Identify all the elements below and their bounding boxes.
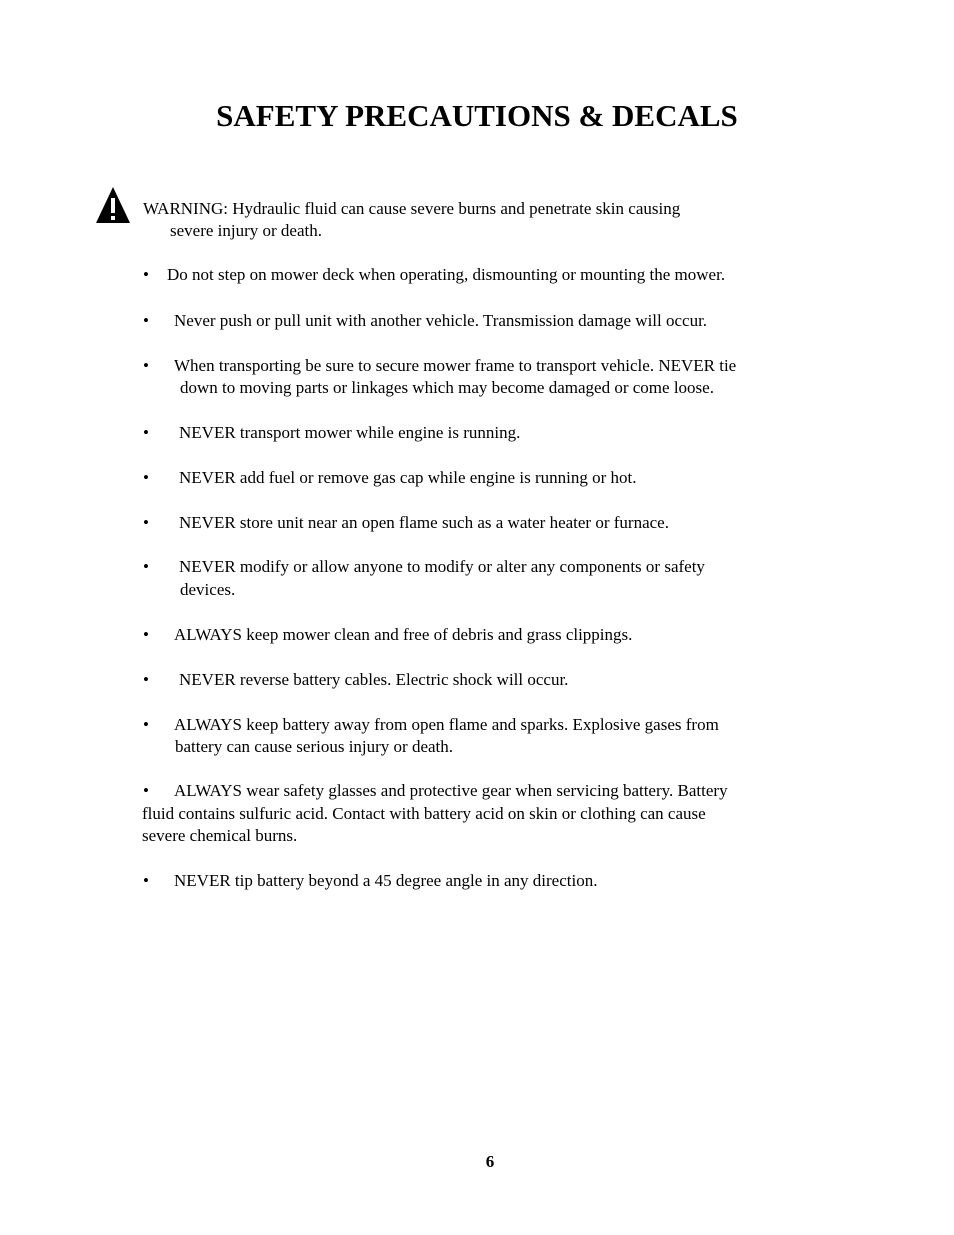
list-item-text: When transporting be sure to secure mower frame to transport vehicle. NEVER tie [174, 356, 737, 375]
list-item-text: ALWAYS keep battery away from open flame and sparks. Explosive gases from [174, 715, 719, 734]
list-item-text-continuation: fluid contains sulfuric acid. Contact with battery acid on skin or clothing can cause [142, 804, 706, 823]
list-item-text: NEVER tip battery beyond a 45 degree angle in any direction. [174, 871, 598, 890]
list-item-text-continuation: battery can cause serious injury or death. [175, 737, 454, 756]
bullet-marker: • [143, 871, 149, 890]
list-item-text: NEVER add fuel or remove gas cap while engine is running or hot. [179, 468, 637, 487]
bullet-marker: • [143, 265, 149, 284]
bullet-marker: • [143, 311, 149, 330]
warning-text-line-2: severe injury or death. [170, 221, 322, 240]
list-item-text: ALWAYS wear safety glasses and protective gear when servicing battery. Battery [174, 781, 728, 800]
bullet-marker: • [143, 557, 149, 576]
bullet-marker: • [143, 468, 149, 487]
list-item-text-continuation: devices. [180, 580, 236, 599]
bullet-marker: • [143, 356, 149, 375]
list-item-text: NEVER reverse battery cables. Electric shock will occur. [179, 670, 569, 689]
list-item-text-continuation: down to moving parts or linkages which may become damaged or come loose. [180, 378, 714, 397]
bullet-marker: • [143, 513, 149, 532]
page-title: SAFETY PRECAUTIONS & DECALS [216, 98, 738, 133]
list-item-text: Never push or pull unit with another vehicle. Transmission damage will occur. [174, 311, 708, 330]
bullet-marker: • [143, 715, 149, 734]
bullet-marker: • [143, 781, 149, 800]
list-item-text: NEVER store unit near an open flame such as a water heater or furnace. [179, 513, 669, 532]
warning-text-line-1: WARNING: Hydraulic fluid can cause severe burns and penetrate skin causing [143, 199, 681, 218]
bullet-marker: • [143, 625, 149, 644]
list-item-text: NEVER transport mower while engine is running. [179, 423, 521, 442]
list-item-text: Do not step on mower deck when operating, dismounting or mounting the mower. [167, 265, 726, 284]
page-number: 6 [485, 1152, 495, 1171]
list-item-text: ALWAYS keep mower clean and free of debris and grass clippings. [174, 625, 633, 644]
list-item-text-continuation: severe chemical burns. [142, 826, 298, 845]
bullet-marker: • [143, 423, 149, 442]
warning-triangle-icon [95, 186, 131, 224]
list-item-text: NEVER modify or allow anyone to modify or alter any components or safety [179, 557, 705, 576]
bullet-marker: • [143, 670, 149, 689]
